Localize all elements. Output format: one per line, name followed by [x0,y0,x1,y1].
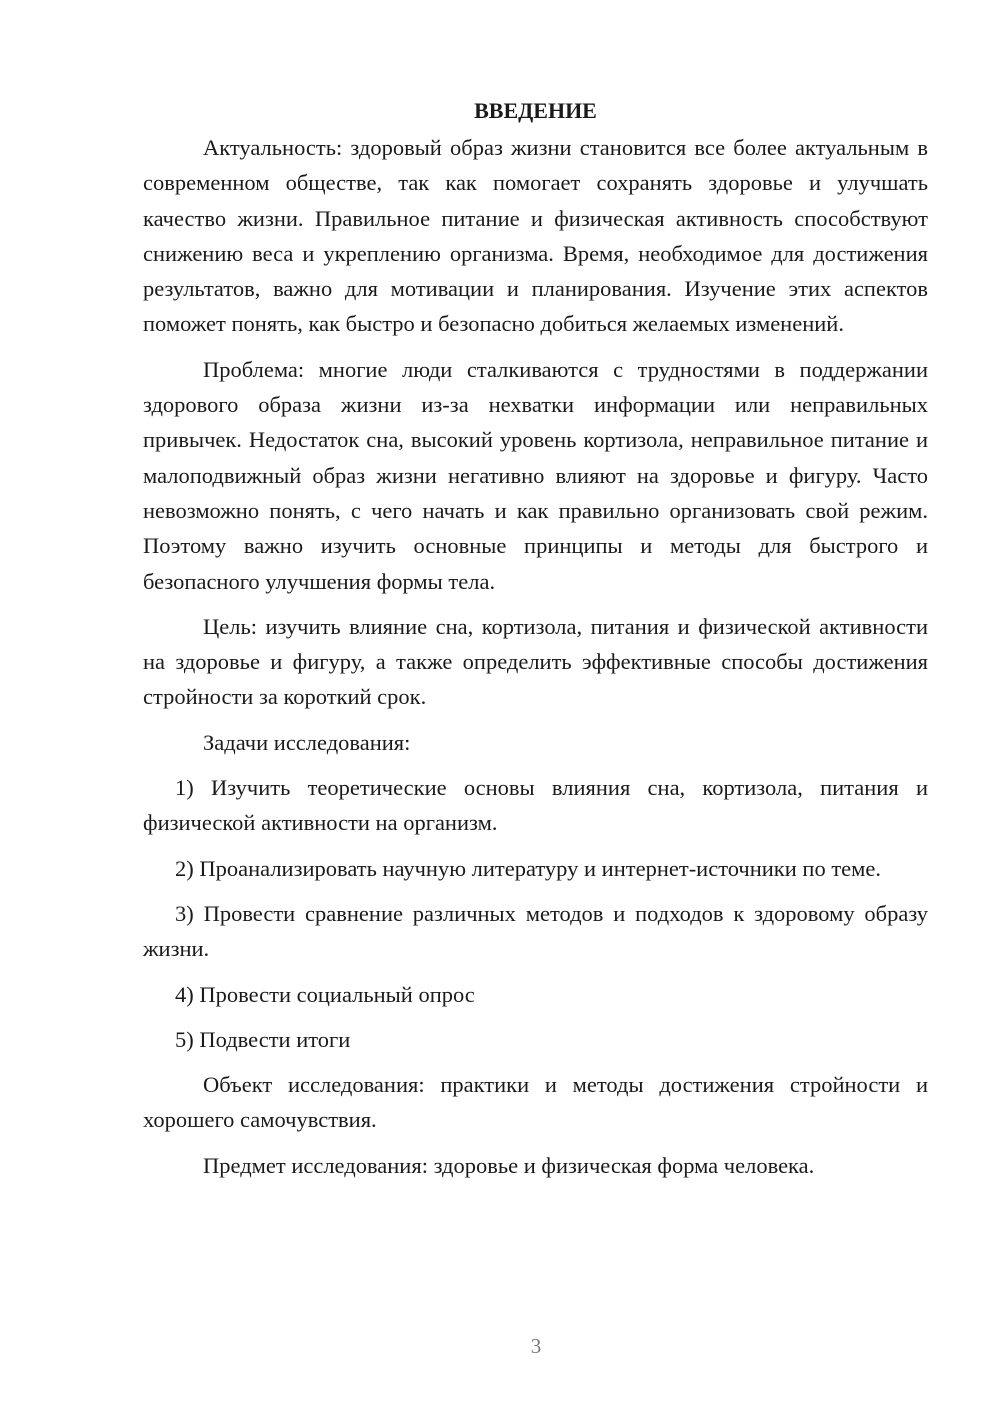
page-title: ВВЕДЕНИЕ [474,98,597,123]
document-body [143,96,928,1193]
relevance-paragraph: Актуальность: здоровый образ жизни становится все более актуальным в современном обществе, так как помогает сохранять здоровье и улучшать качество жизни. Правильное питание и физическая активность способствуют снижению веса и укреплению организма. Время, необходимое для достижения результатов, важно для мотивации и планирования. Изучение этих аспектов поможет понять, как быстро и безопасно добиться желаемых изменений. [143,135,928,337]
goal-paragraph: Цель: изучить влияние сна, кортизола, питания и физической активности на здоровье и фигуру, а также определить эффективные способы достижения стройности за короткий срок. [143,613,928,710]
task-item-1: 1) Изучить теоретические основы влияния сна, кортизола, питания и физической активности на организм. [143,775,928,836]
task-item-2: 2) Проанализировать научную литературу и интернет-источники по теме. [175,855,881,881]
tasks-heading: Задачи исследования: [203,729,411,755]
problem-paragraph: Проблема: многие люди сталкиваются с трудностями в поддержании здорового образа жизни из-за нехватки информации или неправильных привычек. Недостаток сна, высокий уровень кортизола, неправильное питание и малоподвижный образ жизни негативно влияют на здоровье и фигуру. Часто невозможно понять, с чего начать и как правильно организовать свой режим. Поэтому важно изучить основные принципы и методы для быстрого и безопасного улучшения формы тела. [143,356,928,594]
task-item-5: 5) Подвести итоги [175,1026,351,1052]
task-item-4: 4) Провести социальный опрос [175,981,475,1007]
research-subject-paragraph: Предмет исследования: здоровье и физическая форма человека. [203,1152,815,1178]
task-item-3: 3) Провести сравнение различных методов и подходов к здоровому образу жизни. [143,900,928,962]
research-object-paragraph: Объект исследования: практики и методы достижения стройности и хорошего самочувствия. [143,1072,928,1133]
page-number: 3 [530,1334,542,1358]
